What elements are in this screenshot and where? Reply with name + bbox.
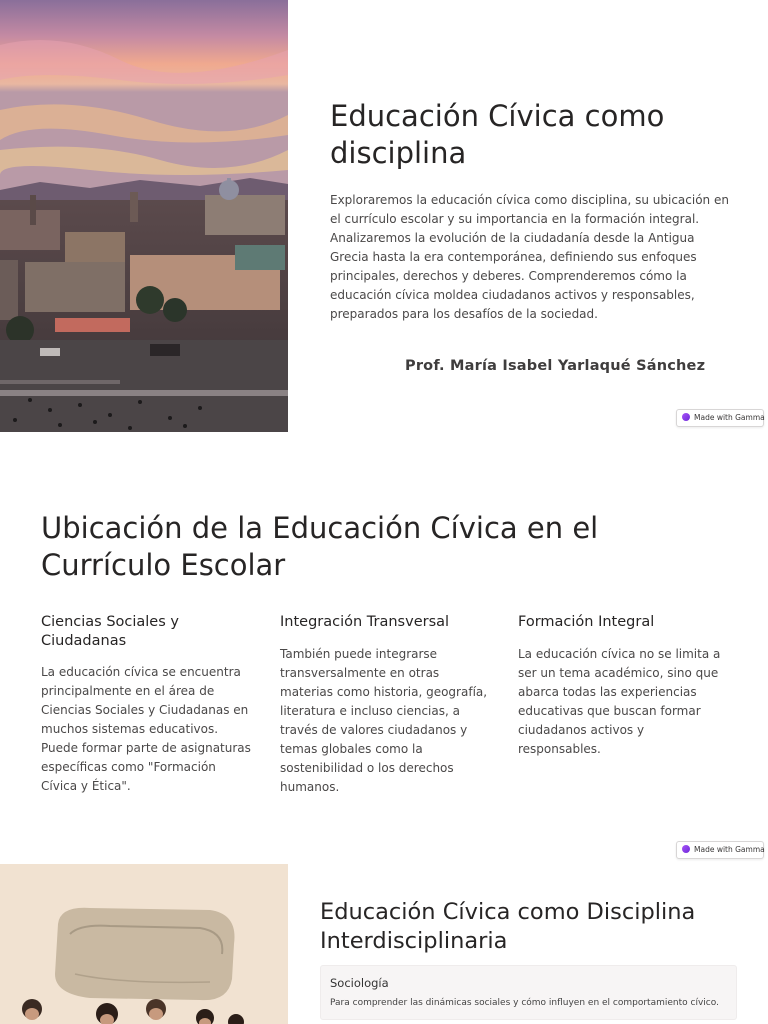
column-integral-formation xyxy=(518,613,730,759)
column-heading: Formación Integral xyxy=(518,614,655,630)
made-with-gamma-badge[interactable] xyxy=(676,409,764,427)
column-transversal xyxy=(280,613,492,797)
card-heading: Sociología xyxy=(330,976,389,990)
badge-label: Made with Gamma xyxy=(694,413,765,422)
team-lifting-stone-image xyxy=(0,864,288,1024)
column-text: También puede integrarse transversalmente en otras materias como historia, geografía, literatura e incluso ciencias, a través de valores ciudadanos y temas globales como la sostenibilidad o los derechos humanos. xyxy=(280,646,488,794)
column-social-sciences xyxy=(41,613,253,796)
card-text: Para comprender las dinámicas sociales y cómo influyen en el comportamiento cívico. xyxy=(330,998,719,1008)
author-name: Prof. María Isabel Yarlaqué Sánchez xyxy=(405,358,706,374)
section-title: Ubicación de la Educación Cívica en el Currículo Escolar xyxy=(41,511,599,582)
gamma-logo-icon xyxy=(682,845,690,853)
badge-label: Made with Gamma xyxy=(694,845,765,854)
intro-paragraph: Exploraremos la educación cívica como disciplina, su ubicación en el currículo escolar y su importancia en la formación integral. Analizaremos la evolución de la ciudadanía desde la Antigua Grecia hasta la era contemporánea, definiendo sus enfoques principales, derechos y deberes. Comprenderemos cómo la educación cívica moldea ciudadanos activos y responsables, preparados para los desafíos de la sociedad. xyxy=(330,193,729,321)
gamma-logo-icon xyxy=(682,413,690,421)
section-title: Educación Cívica como Disciplina Interdisciplinaria xyxy=(320,899,696,954)
column-text: La educación cívica no se limita a ser un tema académico, sino que abarca todas las experiencias educativas que buscan formar ciudadanos activos y responsables. xyxy=(518,646,721,756)
slide-curriculum xyxy=(0,432,768,864)
column-heading: Ciencias Sociales y Ciudadanas xyxy=(41,614,179,649)
made-with-gamma-badge[interactable] xyxy=(676,841,764,859)
discipline-card-sociology xyxy=(320,965,737,1020)
slide-interdisciplinary xyxy=(0,864,768,1024)
page-title: Educación Cívica como disciplina xyxy=(330,99,665,170)
slide-intro xyxy=(0,0,768,432)
city-sunset-image xyxy=(0,0,288,432)
column-heading: Integración Transversal xyxy=(280,614,450,630)
column-text: La educación cívica se encuentra principalmente en el área de Ciencias Sociales y Ciudadanas en muchos sistemas educativos. Puede formar parte de asignaturas específicas como "Formación Cívica y Ética". xyxy=(41,665,251,793)
